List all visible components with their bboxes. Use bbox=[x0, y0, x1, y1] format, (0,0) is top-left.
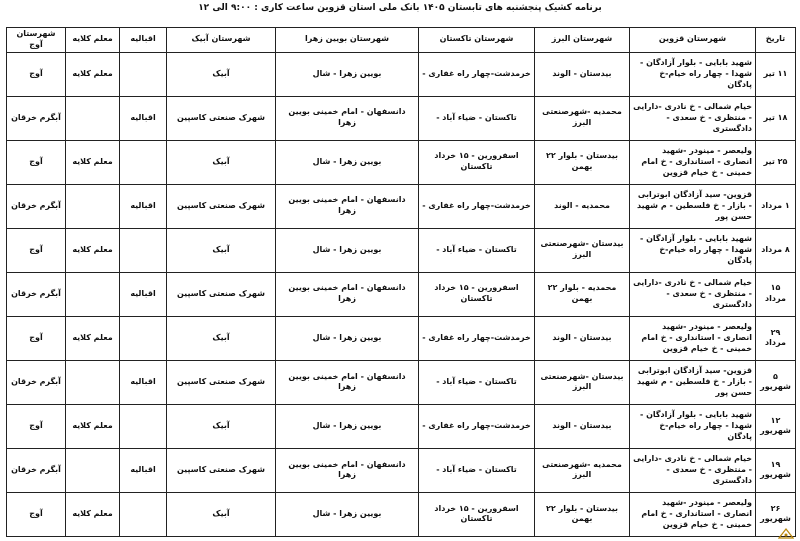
buinzahra-cell: بویین زهرا - شال bbox=[276, 316, 419, 360]
date-cell: ۱۱ تیر bbox=[756, 52, 796, 96]
alborz-cell: بیدستان - بلوار ۲۲ بهمن bbox=[535, 140, 630, 184]
takestan-cell: تاکستان - ضیاء آباد - bbox=[419, 228, 535, 272]
table-row bbox=[7, 492, 796, 536]
alborz-cell: محمدیه -شهرصنعتی البرز bbox=[535, 96, 630, 140]
date-cell: ۱۹ شهریور bbox=[756, 448, 796, 492]
moallem-kalayeh-cell bbox=[66, 96, 120, 140]
eghbalieh-cell bbox=[120, 228, 167, 272]
header-cell-avaj: شهرستان آوج bbox=[7, 28, 66, 53]
header-cell-takestan: شهرستان تاکستان bbox=[419, 28, 535, 53]
avaj-cell: آوج bbox=[7, 52, 66, 96]
header-cell-abyek: شهرستان آبیک bbox=[167, 28, 276, 53]
date-cell: ۲۹ مرداد bbox=[756, 316, 796, 360]
eghbalieh-cell bbox=[120, 492, 167, 536]
abyek-cell: آبیک bbox=[167, 404, 276, 448]
abyek-cell: شهرک صنعتی کاسپین bbox=[167, 448, 276, 492]
moallem-kalayeh-cell: معلم کلایه bbox=[66, 492, 120, 536]
abyek-cell: شهرک صنعتی کاسپین bbox=[167, 272, 276, 316]
takestan-cell: تاکستان - ضیاء آباد - bbox=[419, 96, 535, 140]
avaj-cell: آبگرم خرقان bbox=[7, 272, 66, 316]
header-cell-buinzahra: شهرستان بویین زهرا bbox=[276, 28, 419, 53]
avaj-cell: آوج bbox=[7, 492, 66, 536]
table-row bbox=[7, 448, 796, 492]
date-cell: ۸ مرداد bbox=[756, 228, 796, 272]
header-cell-eghbalieh: اقبالیه bbox=[120, 28, 167, 53]
qazvin-cell: ولیعصر - مینودر -شهید انصاری - استانداری - خ امام خمینی - خ خیام قزوین bbox=[630, 492, 756, 536]
avaj-cell: آوج bbox=[7, 404, 66, 448]
alborz-cell: بیدستان -شهرصنعتی البرز bbox=[535, 228, 630, 272]
header-cell-date: تاریخ bbox=[756, 28, 796, 53]
qazvin-cell: ولیعصر - مینودر -شهید انصاری - استانداری - خ امام خمینی - خ خیام قزوین bbox=[630, 316, 756, 360]
moallem-kalayeh-cell: معلم کلایه bbox=[66, 228, 120, 272]
qazvin-cell: قزوین- سید آزادگان ابوترابی - بازار - خ فلسطین - م شهید حسن پور bbox=[630, 360, 756, 404]
header-cell-alborz: شهرستان البرز bbox=[535, 28, 630, 53]
takestan-cell: تاکستان - ضیاء آباد - bbox=[419, 360, 535, 404]
eghbalieh-cell: اقبالیه bbox=[120, 96, 167, 140]
qazvin-cell: شهید بابایی - بلوار آزادگان - شهدا - چهار راه خیام-خ پادگان bbox=[630, 404, 756, 448]
date-cell: ۲۶ شهریور bbox=[756, 492, 796, 536]
buinzahra-cell: دانسفهان - امام خمینی بویین زهرا bbox=[276, 272, 419, 316]
schedule-rows bbox=[7, 52, 796, 536]
moallem-kalayeh-cell: معلم کلایه bbox=[66, 404, 120, 448]
qazvin-cell: خیام شمالی - خ نادری -دارایی - منتظری - خ سعدی - دادگستری bbox=[630, 272, 756, 316]
date-cell: ۱۲ شهریور bbox=[756, 404, 796, 448]
eghbalieh-cell bbox=[120, 404, 167, 448]
qazvin-cell: ولیعصر - مینودر -شهید انصاری - استانداری - خ امام خمینی - خ خیام قزوین bbox=[630, 140, 756, 184]
abyek-cell: شهرک صنعتی کاسپین bbox=[167, 360, 276, 404]
table-row bbox=[7, 184, 796, 228]
buinzahra-cell: دانسفهان - امام خمینی بویین زهرا bbox=[276, 448, 419, 492]
avaj-cell: آوج bbox=[7, 140, 66, 184]
moallem-kalayeh-cell bbox=[66, 184, 120, 228]
takestan-cell: تاکستان - ضیاء آباد - bbox=[419, 448, 535, 492]
avaj-cell: آوج bbox=[7, 316, 66, 360]
abyek-cell: شهرک صنعتی کاسپین bbox=[167, 96, 276, 140]
table-row bbox=[7, 272, 796, 316]
abyek-cell: آبیک bbox=[167, 228, 276, 272]
eghbalieh-cell: اقبالیه bbox=[120, 272, 167, 316]
date-cell: ۱۸ تیر bbox=[756, 96, 796, 140]
date-cell: ۲۵ تیر bbox=[756, 140, 796, 184]
table-row bbox=[7, 316, 796, 360]
alborz-cell: محمدیه - بلوار ۲۲ بهمن bbox=[535, 272, 630, 316]
table-row bbox=[7, 404, 796, 448]
avaj-cell: آوج bbox=[7, 228, 66, 272]
header-cell-moallem-kalayeh: معلم کلایه bbox=[66, 28, 120, 53]
buinzahra-cell: بویین زهرا - شال bbox=[276, 404, 419, 448]
abyek-cell: آبیک bbox=[167, 492, 276, 536]
eghbalieh-cell: اقبالیه bbox=[120, 184, 167, 228]
alborz-cell: محمدیه -شهرصنعتی البرز bbox=[535, 448, 630, 492]
takestan-cell: اسفرورین - ۱۵ خرداد تاکستان bbox=[419, 272, 535, 316]
header-row bbox=[7, 28, 796, 53]
takestan-cell: خرمدشت-چهار راه غفاری - bbox=[419, 184, 535, 228]
avaj-cell: آبگرم خرقان bbox=[7, 360, 66, 404]
abyek-cell: شهرک صنعتی کاسپین bbox=[167, 184, 276, 228]
eghbalieh-cell bbox=[120, 52, 167, 96]
qazvin-cell: شهید بابایی - بلوار آزادگان - شهدا - چهار راه خیام-خ پادگان bbox=[630, 228, 756, 272]
header-cell-qazvin: شهرستان قزوین bbox=[630, 28, 756, 53]
table-row bbox=[7, 96, 796, 140]
takestan-cell: خرمدشت-چهار راه غفاری - bbox=[419, 316, 535, 360]
table-row bbox=[7, 360, 796, 404]
alborz-cell: بیدستان - الوند bbox=[535, 316, 630, 360]
table-row bbox=[7, 228, 796, 272]
alborz-cell: بیدستان - الوند bbox=[535, 52, 630, 96]
abyek-cell: آبیک bbox=[167, 316, 276, 360]
table-row bbox=[7, 140, 796, 184]
takestan-cell: خرمدشت-چهار راه غفاری - bbox=[419, 404, 535, 448]
moallem-kalayeh-cell bbox=[66, 360, 120, 404]
moallem-kalayeh-cell: معلم کلایه bbox=[66, 316, 120, 360]
moallem-kalayeh-cell bbox=[66, 272, 120, 316]
buinzahra-cell: دانسفهان - امام خمینی بویین زهرا bbox=[276, 360, 419, 404]
eghbalieh-cell bbox=[120, 140, 167, 184]
date-cell: ۵ شهریور bbox=[756, 360, 796, 404]
avaj-cell: آبگرم خرقان bbox=[7, 184, 66, 228]
eghbalieh-cell bbox=[120, 316, 167, 360]
qazvin-cell: خیام شمالی - خ نادری -دارایی - منتظری - خ سعدی - دادگستری bbox=[630, 96, 756, 140]
takestan-cell: اسفرورین - ۱۵ خرداد تاکستان bbox=[419, 492, 535, 536]
moallem-kalayeh-cell bbox=[66, 448, 120, 492]
qazvin-cell: شهید بابایی - بلوار آزادگان - شهدا - چهار راه خیام-خ پادگان bbox=[630, 52, 756, 96]
alborz-cell: محمدیه - الوند bbox=[535, 184, 630, 228]
takestan-cell: خرمدشت-چهار راه غفاری - bbox=[419, 52, 535, 96]
eghbalieh-cell: اقبالیه bbox=[120, 360, 167, 404]
qazvin-cell: قزوین- سید آزادگان ابوترابی - بازار - خ فلسطین - م شهید حسن پور bbox=[630, 184, 756, 228]
schedule-table bbox=[6, 27, 796, 537]
buinzahra-cell: بویین زهرا - شال bbox=[276, 140, 419, 184]
alborz-cell: بیدستان -شهرصنعتی البرز bbox=[535, 360, 630, 404]
seal-icon bbox=[778, 527, 794, 539]
buinzahra-cell: دانسفهان - امام خمینی بویین زهرا bbox=[276, 96, 419, 140]
page-title: برنامه کشیک پنجشنبه های تابستان ۱۴۰۵ بانک ملی استان قزوین ساعت کاری : ۹:۰۰ الی ۱۲ bbox=[198, 3, 602, 13]
moallem-kalayeh-cell: معلم کلایه bbox=[66, 52, 120, 96]
buinzahra-cell: بویین زهرا - شال bbox=[276, 228, 419, 272]
takestan-cell: اسفرورین - ۱۵ خرداد تاکستان bbox=[419, 140, 535, 184]
date-cell: ۱ مرداد bbox=[756, 184, 796, 228]
abyek-cell: آبیک bbox=[167, 140, 276, 184]
table-row bbox=[7, 52, 796, 96]
moallem-kalayeh-cell: معلم کلایه bbox=[66, 140, 120, 184]
date-cell: ۱۵ مرداد bbox=[756, 272, 796, 316]
avaj-cell: آبگرم خرقان bbox=[7, 96, 66, 140]
eghbalieh-cell: اقبالیه bbox=[120, 448, 167, 492]
buinzahra-cell: بویین زهرا - شال bbox=[276, 52, 419, 96]
abyek-cell: آبیک bbox=[167, 52, 276, 96]
avaj-cell: آبگرم خرقان bbox=[7, 448, 66, 492]
buinzahra-cell: دانسفهان - امام خمینی بویین زهرا bbox=[276, 184, 419, 228]
alborz-cell: بیدستان - الوند bbox=[535, 404, 630, 448]
alborz-cell: بیدستان - بلوار ۲۲ بهمن bbox=[535, 492, 630, 536]
qazvin-cell: خیام شمالی - خ نادری -دارایی - منتظری - خ سعدی - دادگستری bbox=[630, 448, 756, 492]
buinzahra-cell: بویین زهرا - شال bbox=[276, 492, 419, 536]
